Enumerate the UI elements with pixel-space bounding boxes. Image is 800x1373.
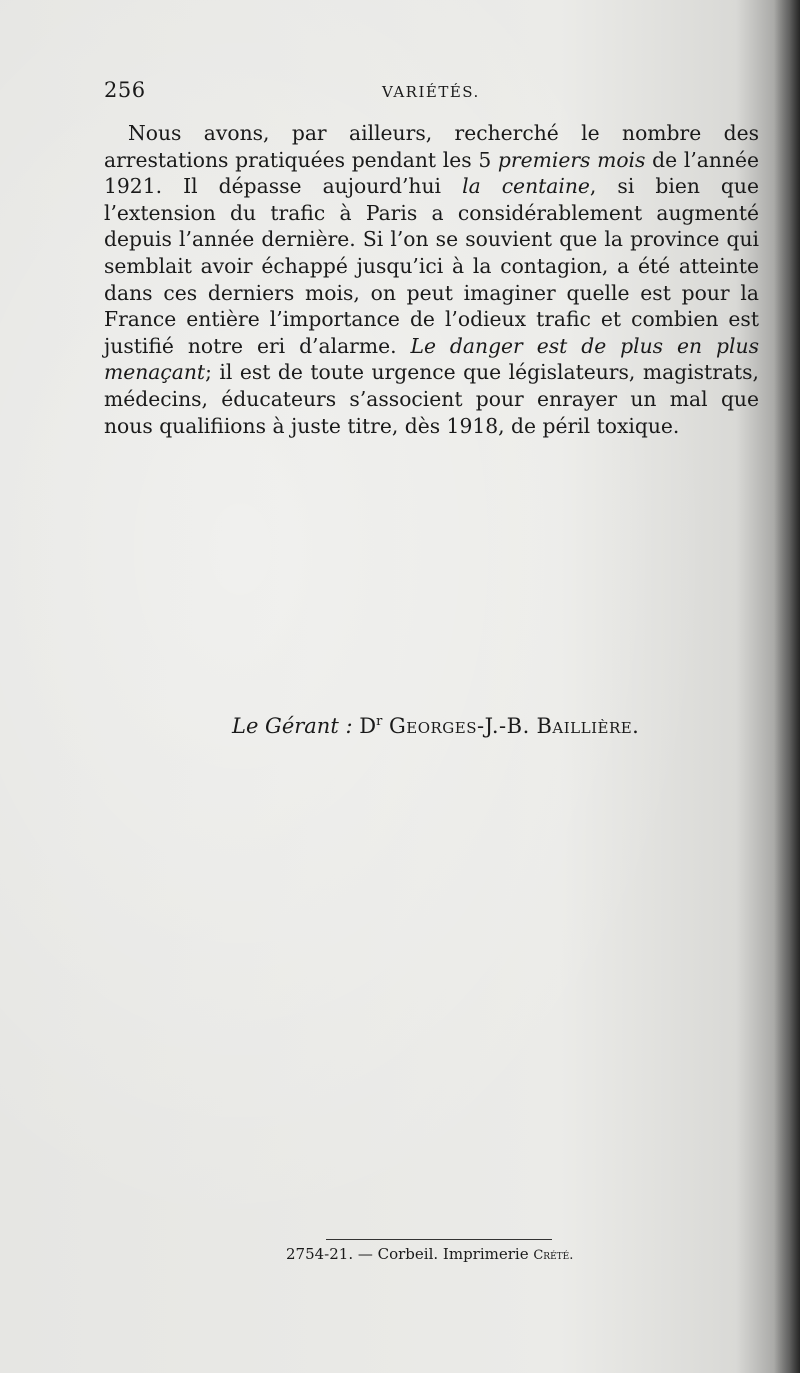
text-segment-italic: la centaine [462,174,590,199]
page-number: 256 [104,78,146,102]
signature-title-prefix: D [359,714,377,738]
signature-title-sup: r [376,714,383,729]
signature-title [359,714,382,738]
imprint-text: 2754-21. — Corbeil. Imprimerie [286,1245,534,1263]
text-segment-italic: Le danger est de plus en plus menaçant [104,333,759,385]
text-segment: de l’année 1921. Il dépasse aujourd’hui [104,147,759,199]
signature-line [232,714,639,738]
text-segment: , si bien que l’extension du trafic à Paris a considérablement augmenté depuis l’année dernière. Si l’on se souvient que la province qui semblait avoir échappé jusqu’ici à la contagion, a été atteinte dans ces derniers mois, on peut imaginer quelle est pour la France entière l’importance de l’odieux trafic et combien est justifié notre eri d’alarme. [104,174,759,358]
body-paragraph-block [104,120,759,439]
body-paragraph [104,120,759,439]
text-segment-italic: premiers mois [497,147,646,172]
printer-imprint [286,1245,573,1263]
page-binding-shadow [774,0,800,1373]
signature-name-last: Baillière. [536,714,640,738]
signature-role: Le Gérant : [232,714,353,738]
running-title: VARIÉTÉS. [382,83,480,101]
text-segment: ; il est de toute urgence que législateurs, magistrats, médecins, éducateurs s’associent pour enrayer un mal que nous qualifiions à juste titre, dès 1918, de péril toxique. [104,360,759,438]
imprint-printer: Crété. [533,1248,574,1263]
footer-rule [326,1239,552,1240]
text-segment: Nous avons, par ailleurs, recherché le nombre des arrestations pratiquées pendant les 5 [104,121,759,172]
page-header [104,78,664,108]
signature-name-first: Georges-J.-B. [388,714,530,738]
